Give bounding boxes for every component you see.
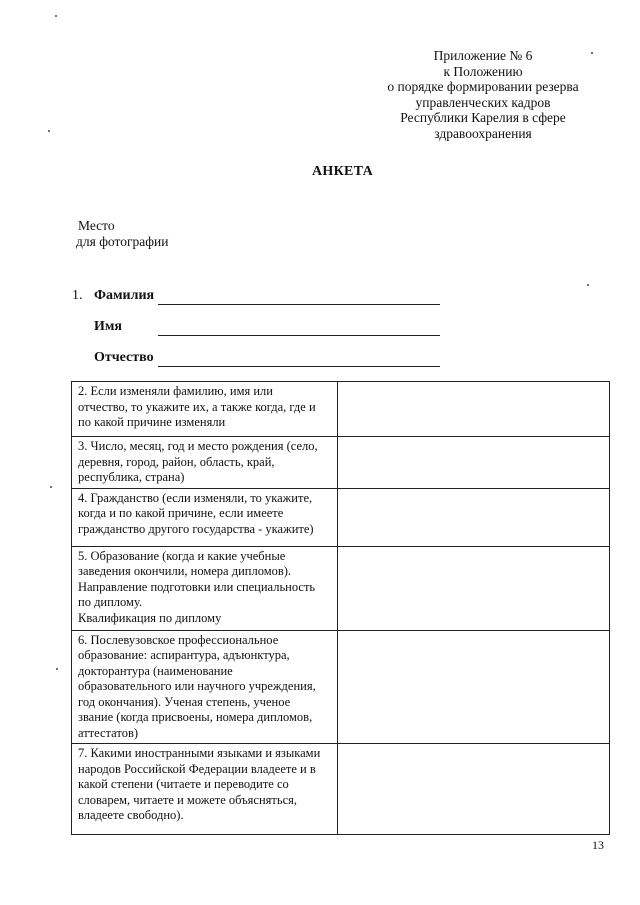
header-line: Приложение № 6: [433, 48, 533, 63]
question-line: 7. Какими иностранными языками и языками: [78, 746, 321, 760]
question-line: владеете свободно).: [78, 808, 184, 822]
photo-placeholder: [76, 218, 168, 250]
answer-cell[interactable]: [338, 382, 610, 437]
table-row: [72, 630, 610, 744]
question-line: когда и по какой причине, если имеете: [78, 506, 284, 520]
question-line: по какой причине изменяли: [78, 415, 226, 429]
answer-cell[interactable]: [338, 630, 610, 744]
question-line: словарем, читаете и можете объясняться,: [78, 792, 298, 807]
question-line: аттестатов): [78, 725, 139, 740]
question-line: по диплому.: [78, 595, 143, 609]
scan-speck: [587, 284, 589, 286]
question-cell: [72, 744, 338, 835]
question-line: Квалификация по диплому: [78, 610, 222, 625]
photo-label-line2: для фотографии: [76, 234, 169, 249]
question-line: республика, страна): [78, 470, 185, 484]
question-line: деревня, город, район, область, край,: [78, 454, 275, 469]
surname-label: Фамилия: [94, 288, 155, 303]
question-line: Направление подготовки или специальность: [78, 579, 316, 594]
appendix-header: [380, 48, 586, 141]
name-label: Имя: [94, 319, 122, 334]
question-line: год окончания). Ученая степень, ученое: [78, 694, 291, 709]
questionnaire-table: [71, 381, 610, 835]
answer-cell[interactable]: [338, 488, 610, 546]
question-line: 5. Образование (когда и какие учебные: [78, 548, 286, 563]
scan-speck: [55, 15, 57, 17]
table-row: [72, 488, 610, 546]
question-line: 4. Гражданство (если изменяли, то укажите,: [78, 490, 313, 505]
answer-cell[interactable]: [338, 546, 610, 630]
table-row: [72, 437, 610, 489]
question-cell: [72, 382, 338, 437]
table-row: [72, 382, 610, 437]
question-line: образовательного или научного учреждения,: [78, 679, 316, 693]
question-line: какой степени (читаете и переводите со: [78, 777, 289, 791]
document-title: АНКЕТА: [311, 164, 374, 179]
answer-cell[interactable]: [338, 744, 610, 835]
header-line: к Положению: [443, 63, 523, 79]
header-line: здравоохранения: [434, 125, 532, 141]
scan-speck: [48, 130, 50, 132]
question-cell: [72, 630, 338, 744]
patronymic-label: Отчество: [94, 350, 154, 365]
header-line: Республики Карелия в сфере: [400, 110, 566, 125]
photo-label-line1: Место: [78, 218, 115, 233]
surname-input-line[interactable]: [158, 304, 440, 305]
question-cell: [72, 488, 338, 546]
question-line: звание (когда присвоены, номера дипломов,: [78, 710, 313, 724]
section-number: 1.: [72, 288, 83, 303]
question-line: гражданство другого государства - укажите): [78, 521, 314, 536]
answer-cell[interactable]: [338, 437, 610, 489]
header-line: управленческих кадров: [415, 94, 551, 110]
scan-speck: [56, 668, 58, 670]
question-line: докторантура (наименование: [78, 663, 233, 678]
question-line: 2. Если изменяли фамилию, имя или: [78, 384, 273, 398]
question-line: 3. Число, месяц, год и место рождения (село,: [78, 439, 318, 453]
question-cell: [72, 546, 338, 630]
name-input-line[interactable]: [158, 335, 440, 336]
question-line: отчество, то укажите их, а также когда, где и: [78, 399, 316, 414]
patronymic-input-line[interactable]: [158, 366, 440, 367]
question-cell: [72, 437, 338, 489]
table-row: [72, 744, 610, 835]
scan-speck: [591, 52, 593, 54]
scan-speck: [50, 486, 52, 488]
question-line: народов Российской Федерации владеете и в: [78, 761, 316, 776]
question-line: заведения окончили, номера дипломов).: [78, 564, 292, 578]
question-line: 6. Послевузовское профессиональное: [78, 632, 279, 647]
page-number: 13: [592, 838, 604, 852]
header-line: о порядке формировании резерва: [387, 79, 579, 94]
question-line: образование: аспирантура, адъюнктура,: [78, 648, 290, 662]
table-row: [72, 546, 610, 630]
